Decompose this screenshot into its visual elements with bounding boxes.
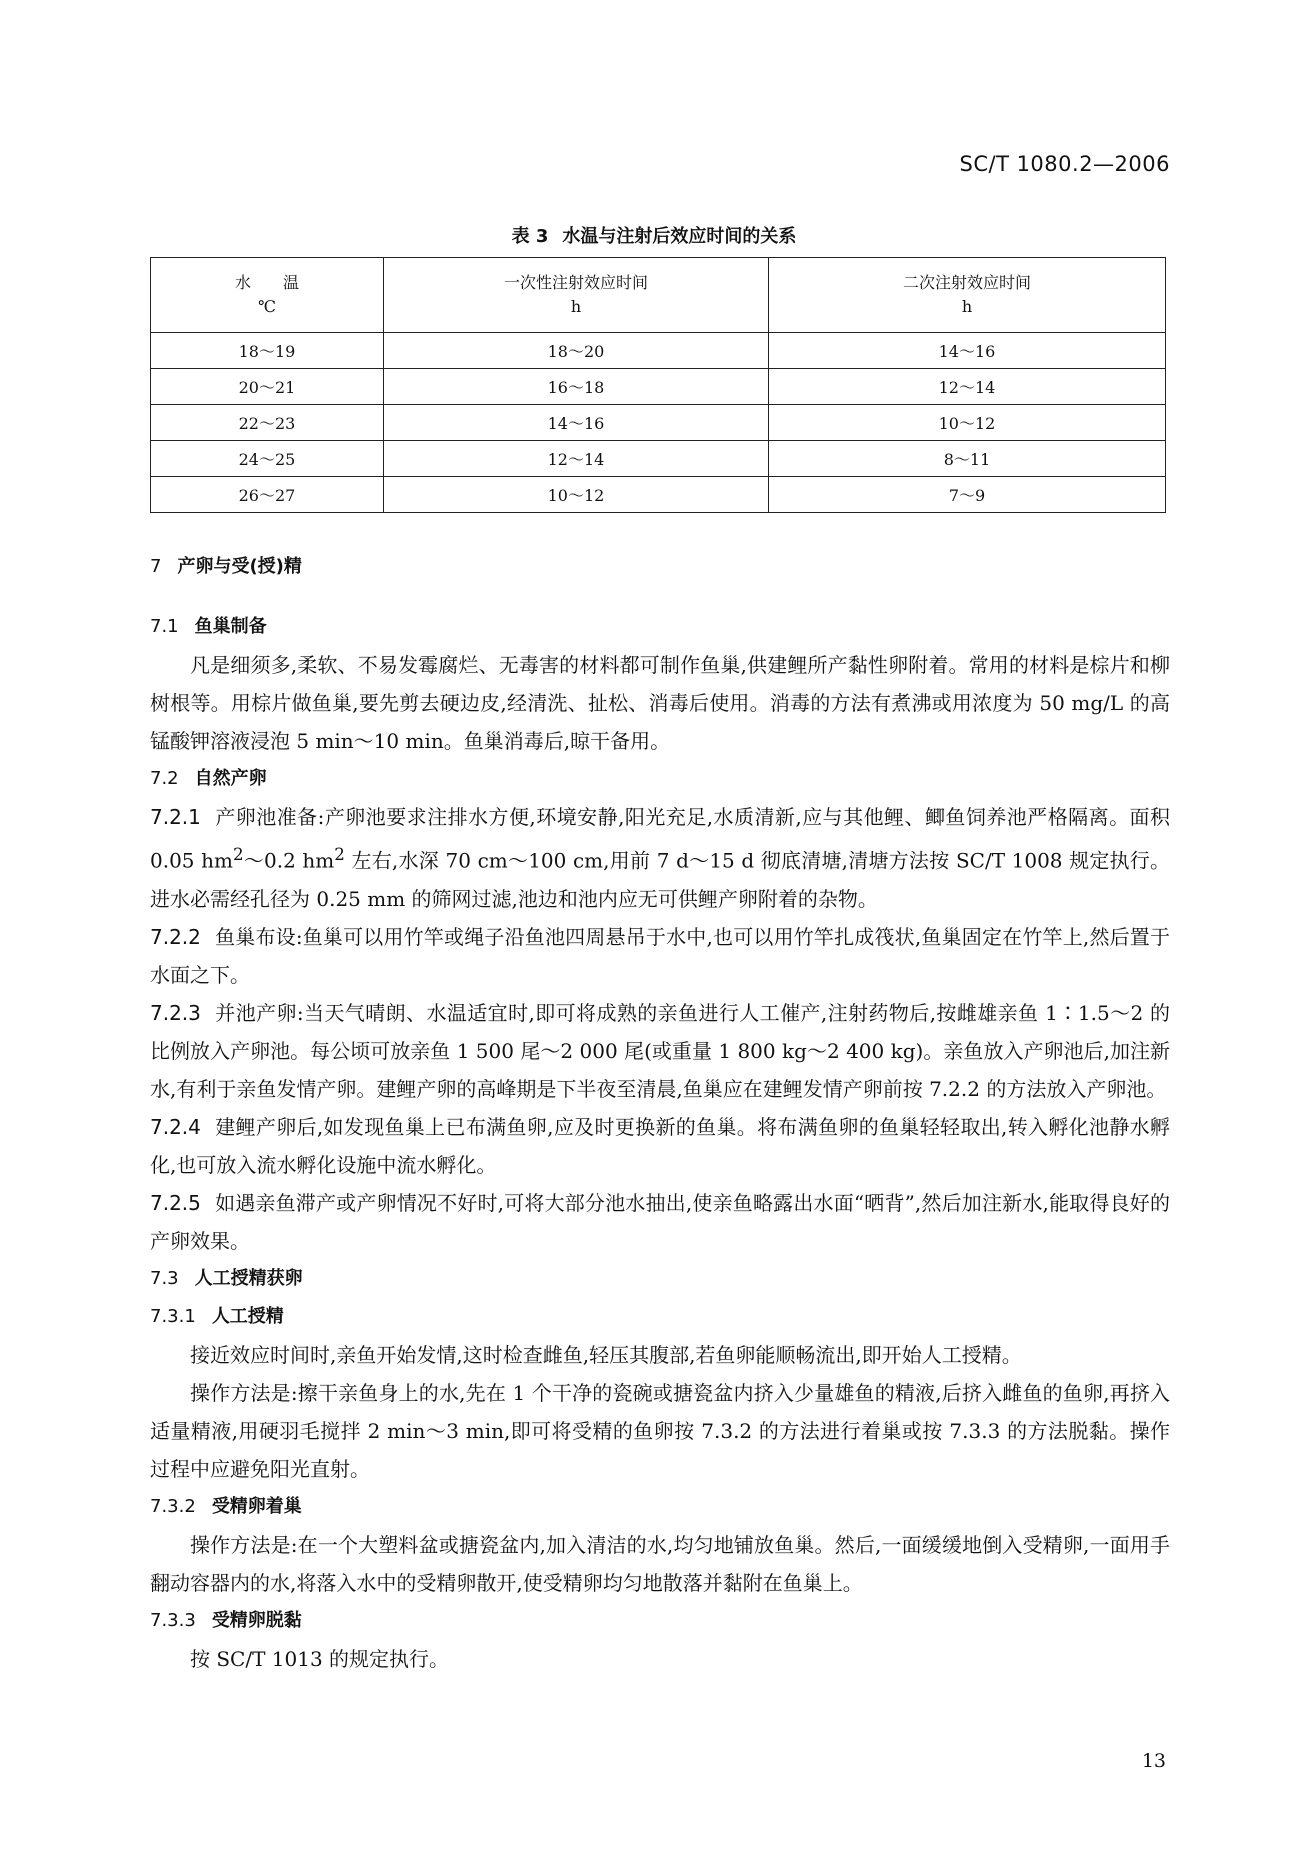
table-cell: 8～11: [769, 441, 1166, 477]
table-cell: 18～20: [384, 333, 769, 369]
column-header-single-injection: 一次性注射效应时间 h: [384, 258, 769, 333]
column-header-water-temp: 水 温 ℃: [151, 258, 384, 333]
table-cell: 18～19: [151, 333, 384, 369]
table-cell: 12～14: [769, 369, 1166, 405]
section-7-3-heading: 7.3 人工授精获卵: [150, 1267, 303, 1289]
table-cell: 16～18: [384, 369, 769, 405]
table-cell: 22～23: [151, 405, 384, 441]
table-row: [151, 441, 1166, 477]
water-temperature-table: [150, 257, 1166, 513]
section-7-3-1-paragraph-1: 接近效应时间时,亲鱼开始发情,这时检查雌鱼,轻压其腹部,若鱼卵能顺畅流出,即开始人工授精。: [190, 1342, 1022, 1367]
table-row: [151, 405, 1166, 441]
section-7-2-heading: 7.2 自然产卵: [150, 768, 267, 789]
clause-7-2-3: 7.2.3 并池产卵:当天气晴朗、水温适宜时,即可将成熟的亲鱼进行人工催产,注射药物后,按雌雄亲鱼 1∶1.5～2 的比例放入产卵池。每公顷可放亲鱼 1 500 尾～2 000 尾(或重量 1 800 kg～2 400 kg)。亲鱼放入产卵池后,加注新水,有利于亲鱼发情产卵。建鲤产卵的高峰期是下半夜至清晨,鱼巢应在建鲤发情产卵前按 7.2.2 的方法放入产卵池。: [150, 1000, 1170, 1101]
section-7-3-1-heading: 7.3.1 人工授精: [150, 1305, 284, 1327]
table-row: [151, 369, 1166, 405]
section-7-3-2-heading: 7.3.2 受精卵着巢: [150, 1495, 302, 1517]
section-7-3-3-paragraph: 按 SC/T 1013 的规定执行。: [190, 1646, 450, 1671]
section-7-3-3-heading: 7.3.3 受精卵脱黏: [150, 1609, 302, 1631]
table-cell: 12～14: [384, 441, 769, 477]
table-cell: 14～16: [769, 333, 1166, 369]
section-7-heading: 7 产卵与受(授)精: [150, 556, 302, 577]
table-caption-label: 表 3: [511, 226, 549, 247]
table-cell: 7～9: [769, 477, 1166, 513]
section-7-1-heading: 7.1 鱼巢制备: [150, 616, 267, 637]
section-7-3-2-paragraph: 操作方法是:在一个大塑料盆或搪瓷盆内,加入清洁的水,均匀地铺放鱼巢。然后,一面缓缓地倒入受精卵,一面用手翻动容器内的水,将落入水中的受精卵散开,使受精卵均匀地散落并黏附在鱼巢上。: [150, 1532, 1170, 1595]
table-caption-title: 水温与注射后效应时间的关系: [562, 226, 797, 247]
section-7-1-paragraph: 凡是细须多,柔软、不易发霉腐烂、无毒害的材料都可制作鱼巢,供建鲤所产黏性卵附着。常用的材料是棕片和柳树根等。用棕片做鱼巢,要先剪去硬边皮,经清洗、扯松、消毒后使用。消毒的方法有煮沸或用浓度为 50 mg/L 的高锰酸钾溶液浸泡 5 min～10 min。鱼巢消毒后,晾干备用。: [150, 653, 1170, 753]
standard-code: SC/T 1080.2—2006: [959, 152, 1170, 176]
table-cell: 26～27: [151, 477, 384, 513]
clause-7-2-4: 7.2.4 建鲤产卵后,如发现鱼巢上已布满鱼卵,应及时更换新的鱼巢。将布满鱼卵的鱼巢轻轻取出,转入孵化池静水孵化,也可放入流水孵化设施中流水孵化。: [150, 1114, 1170, 1177]
table-row: [151, 333, 1166, 369]
table-cell: 10～12: [384, 477, 769, 513]
table-cell: 20～21: [151, 369, 384, 405]
table-cell: 24～25: [151, 441, 384, 477]
clause-7-2-1: 7.2.1 产卵池准备:产卵池要求注排水方便,环境安静,阳光充足,水质清新,应与其他鲤、鲫鱼饲养池严格隔离。面积 0.05 $hm^2\sim 0.2$ $hm^2$ 左右,水深 70 cm～100 cm,用前 7 d～15 d 彻底清塘,清塘方法按 SC/T 1008 规定执行。进水必需经孔径为 0.25 mm 的筛网过滤,池边和池内应无可供鲤产卵附着的杂物。: [150, 805, 1171, 911]
table-row: [151, 477, 1166, 513]
section-7-3-1-paragraph-2: 操作方法是:擦干亲鱼身上的水,先在 1 个干净的瓷碗或搪瓷盆内挤入少量雄鱼的精液,后挤入雌鱼的鱼卵,再挤入适量精液,用硬羽毛搅拌 2 min～3 min,即可将受精的鱼卵按 7.3.2 的方法进行着巢或按 7.3.3 的方法脱黏。操作过程中应避免阳光直射。: [150, 1380, 1170, 1481]
table-caption: [0, 222, 1308, 248]
column-header-double-injection: 二次注射效应时间 h: [769, 258, 1166, 333]
clause-7-2-2: 7.2.2 鱼巢布设:鱼巢可以用竹竿或绳子沿鱼池四周悬吊于水中,也可以用竹竿扎成筏状,鱼巢固定在竹竿上,然后置于水面之下。: [150, 924, 1170, 987]
clause-7-2-5: 7.2.5 如遇亲鱼滞产或产卵情况不好时,可将大部分池水抽出,使亲鱼略露出水面“晒背”,然后加注新水,能取得良好的产卵效果。: [150, 1190, 1170, 1253]
table-cell: 10～12: [769, 405, 1166, 441]
document-body: [150, 548, 1170, 1678]
table-cell: 14～16: [384, 405, 769, 441]
table-header-row: [151, 258, 1166, 333]
page-number: 13: [1141, 1750, 1166, 1772]
